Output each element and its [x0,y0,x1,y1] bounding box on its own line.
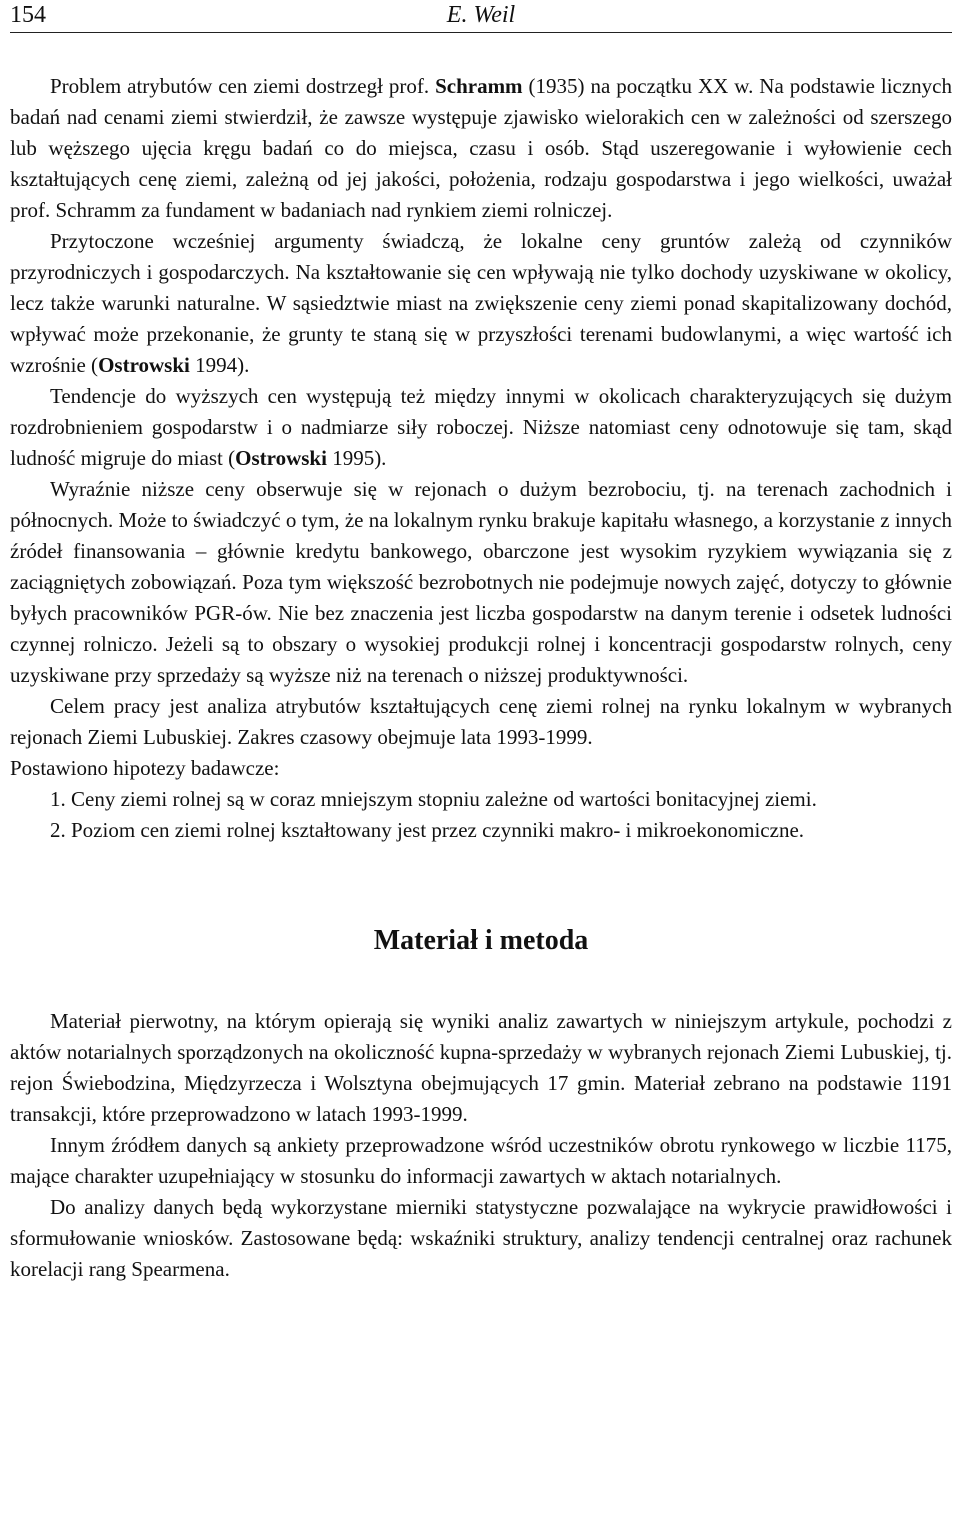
section-heading: Materiał i metoda [373,925,589,956]
paragraph-primary-material: Materiał pierwotny, na którym opierają się wyniki analiz zawartych w niniejszym artykule, pochodzi z aktów notarialnych sporządzonych na okoliczność kupna-sprzedaży w wybranych rejonach Ziemi Lubuskiej, tj. rejon Świebodzina, Międzyrzecza i Wolsztyna obejmujących 17 gmin. Materiał zebrano na podstawie 1191 transakcji, które przeprowadzono w latach 1993-1999. [10,1009,952,1126]
hypotheses-intro: Postawiono hipotezy badawcze: [10,756,280,780]
running-title: E. Weil [446,2,516,28]
article-body [10,71,952,1285]
paragraph-schramm: Problem atrybutów cen ziemi dostrzegł prof. Schramm (1935) na początku XX w. Na podstawie licznych badań nad cenami ziemi stwierdził, że zawsze występuje zjawisko wielorakich cen w zależności od szerszego lub węższego ujęcia kręgu badań co do miejsca, czasu i osób. Stąd uszeregowanie i wyłowienie cech kształtujących cenę ziemi, zależną od jej jakości, położenia, rodzaju gospodarstwa i jego wielkości, uważał prof. Schramm za fundament w badaniach nad rynkiem ziemi rolniczej. [10,74,952,222]
page-number: 154 [10,2,46,28]
author-citation: Schramm [435,74,523,98]
paragraph-unemployment: Wyraźnie niższe ceny obserwuje się w rejonach o dużym bezrobociu, tj. na terenach zachodnich i północnych. Może to świadczyć o tym, że na lokalnym rynku brakuje kapitału własnego, a korzystanie z innych źródeł finansowania – głównie kredytu bankowego, obarczone jest wysokim ryzykiem wywiązania się z zaciągniętych zobowiązań. Poza tym większość bezrobotnych nie podejmuje nowych zajęć, dotyczy to głównie byłych pracowników PGR-ów. Nie bez znaczenia jest liczba gospodarstw na danym terenie i odsetek ludności czynnej rolniczo. Jeżeli są to obszary o wysokiej produkcji rolnej i koncentracji gospodarstw rolnych, ceny uzyskiwane przy sprzedaży są wyższe niż na terenach o niższej produktywności. [10,477,952,687]
hypothesis-item: 2. Poziom cen ziemi rolnej kształtowany jest przez czynniki makro- i mikroekonomiczne. [50,818,805,842]
paragraph-local-prices: Przytoczone wcześniej argumenty świadczą, że lokalne ceny gruntów zależą od czynników przyrodniczych i gospodarczych. Na kształtowanie się cen wpływają nie tylko dochody uzyskiwane w okolicy, lecz także warunki naturalne. W sąsiedztwie miast na zwiększenie ceny ziemi ponad skapitalizowany dochód, wpływać może przekonanie, że grunty te staną się w przyszłości terenami budowlanymi, a więc wartość ich wzrośnie (Ostrowski 1994). [10,229,952,377]
paragraph-survey-source: Innym źródłem danych są ankiety przeprowadzone wśród uczestników obrotu rynkowego w liczbie 1175, mające charakter uzupełniający w stosunku do informacji zawartych w aktach notarialnych. [10,1133,952,1188]
hypothesis-item: 1. Ceny ziemi rolnej są w coraz mniejszym stopniu zależne od wartości bonitacyjnej ziemi. [50,787,817,811]
author-citation: Ostrowski [235,446,327,470]
paragraph-statistical-methods: Do analizy danych będą wykorzystane mierniki statystyczne pozwalające na wykrycie prawidłowości i sformułowanie wniosków. Zastosowane będą: wskaźniki struktury, analizy tendencji centralnej oraz rachunek korelacji rang Spearmena. [10,1195,952,1281]
running-head [10,0,952,33]
author-citation: Ostrowski [98,353,190,377]
paragraph-higher-prices: Tendencje do wyższych cen występują też między innymi w okolicach charakteryzujących się dużym rozdrobnieniem gospodarstw i o nadmiarze siły roboczej. Niższe natomiast ceny odnotowuje się tam, skąd ludność migruje do miast (Ostrowski 1995). [10,384,952,470]
document-page [10,0,952,1285]
paragraph-research-goal: Celem pracy jest analiza atrybutów kształtujących cenę ziemi rolnej na rynku lokalnym w wybranych rejonach Ziemi Lubuskiej. Zakres czasowy obejmuje lata 1993-1999. [10,694,952,749]
